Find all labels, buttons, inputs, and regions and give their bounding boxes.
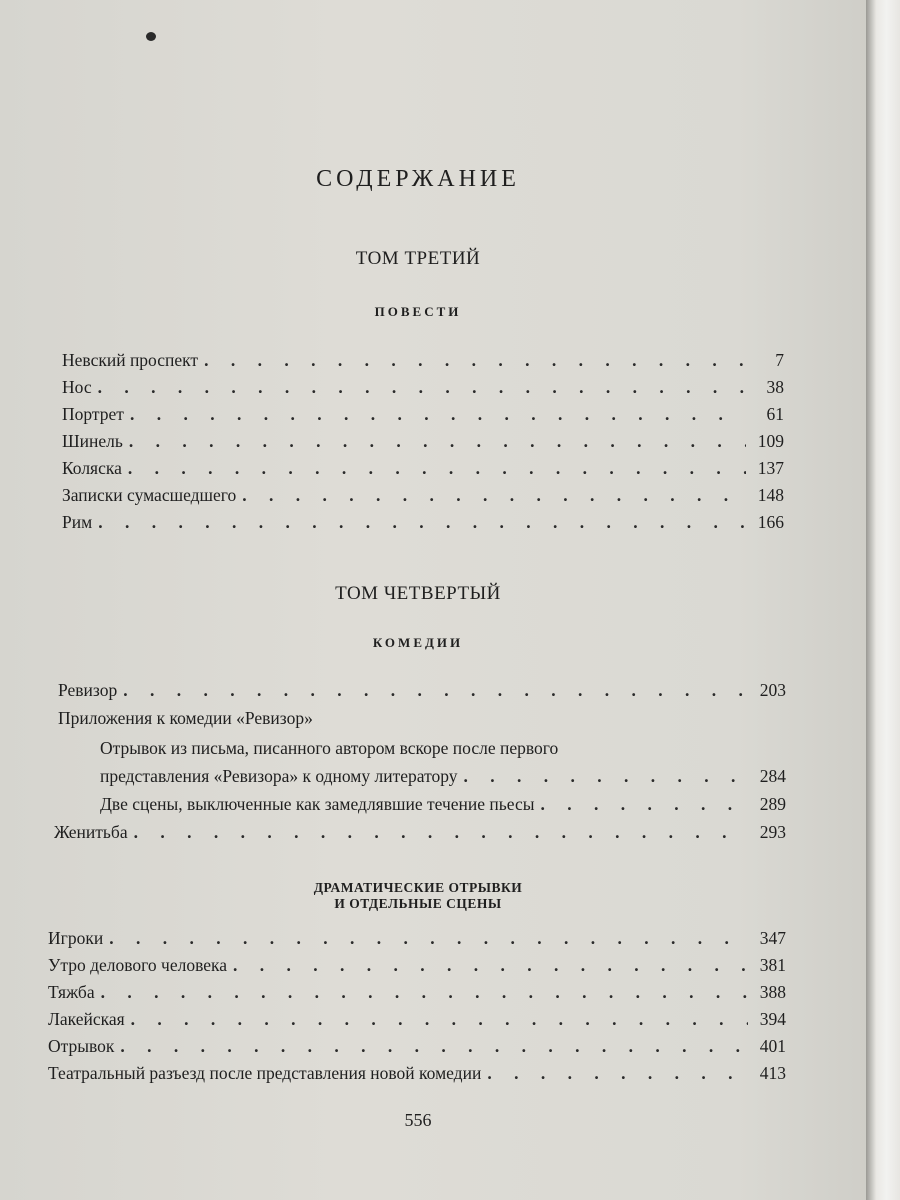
leader-dots: [540, 794, 748, 815]
leader-dots: [129, 431, 746, 452]
toc-entry: [62, 485, 784, 511]
contents-heading: СОДЕРЖАНИЕ: [316, 166, 520, 192]
toc-entry: [62, 512, 784, 538]
leader-dots: [98, 512, 746, 533]
entry-page: 381: [759, 955, 786, 975]
leader-dots: [233, 955, 748, 976]
toc-entry: [48, 1063, 786, 1089]
section-dramatic-line1: ДРАМАТИЧЕСКИЕ ОТРЫВКИ: [313, 880, 523, 895]
entry-title: Женитьба: [54, 822, 128, 842]
entry-title: Нос: [62, 377, 92, 397]
toc-entry: [48, 1036, 786, 1062]
entry-page: 148: [757, 485, 784, 505]
toc-entry: [100, 794, 786, 820]
toc-entry: [48, 1009, 786, 1035]
entry-title: Ревизор: [58, 680, 118, 700]
entry-page: 166: [757, 512, 784, 532]
volume-3-title: ТОМ ТРЕТИЙ: [355, 248, 481, 269]
entry-title: Театральный разъезд после представления новой комедии: [48, 1063, 482, 1083]
leader-dots: [109, 928, 748, 949]
entry-title: Отрывок: [48, 1036, 115, 1056]
entry-title: Шинель: [62, 431, 123, 451]
toc-entry: [48, 928, 786, 954]
section-dramatic-line2: И ОТДЕЛЬНЫЕ СЦЕНЫ: [334, 896, 502, 911]
entry-page: 137: [757, 458, 784, 478]
entry-page: 413: [759, 1063, 786, 1083]
entry-page: 38: [766, 377, 784, 397]
entry-title: Рим: [62, 512, 93, 532]
entry-title: Записки сумасшедшего: [62, 485, 237, 505]
entry-page: 203: [759, 680, 786, 700]
leader-dots: [101, 982, 748, 1003]
entry-page: 293: [759, 822, 786, 842]
entry-page: 347: [759, 928, 786, 948]
leader-dots: [464, 766, 748, 787]
toc-entry: [48, 982, 786, 1008]
page-edge: [866, 0, 900, 1200]
entry-title: Игроки: [48, 928, 104, 948]
leader-dots: [123, 680, 748, 701]
leader-dots: [242, 485, 746, 506]
ink-spot: [146, 32, 156, 41]
entry-page: 61: [766, 404, 784, 424]
section-komedii: КОМЕДИИ: [372, 635, 464, 650]
entry-page: 388: [759, 982, 786, 1002]
entry-page: 401: [759, 1036, 786, 1056]
entry-page: 109: [757, 431, 784, 451]
leader-dots: [131, 1009, 748, 1030]
leader-dots: [98, 377, 746, 398]
entry-page: 394: [759, 1009, 786, 1029]
leader-dots: [128, 458, 746, 479]
section-povesti: ПОВЕСТИ: [374, 304, 462, 319]
entry-page: 289: [759, 794, 786, 814]
leader-dots: [130, 404, 746, 425]
entry-title: Лакейская: [48, 1009, 125, 1029]
entry-title: Портрет: [62, 404, 124, 424]
leader-dots: [120, 1036, 748, 1057]
entry-title: Коляска: [62, 458, 122, 478]
toc-entry: [58, 680, 786, 706]
appendix-title: Приложения к комедии «Ревизор»: [58, 708, 313, 728]
toc-entry: [62, 431, 784, 457]
toc-entry: [48, 955, 786, 981]
entry-title: Невский проспект: [62, 350, 199, 370]
toc-entry: [62, 458, 784, 484]
volume-4-title: ТОМ ЧЕТВЕРТЫЙ: [335, 583, 501, 604]
page-number: 556: [404, 1110, 432, 1130]
entry-title: представления «Ревизора» к одному литератору: [100, 766, 458, 786]
entry-page: 7: [775, 350, 784, 370]
toc-entry: [100, 766, 786, 792]
appendix-item-line: Отрывок из письма, писанного автором вскоре после первого: [100, 738, 559, 758]
toc-entry: [62, 377, 784, 403]
leader-dots: [134, 822, 748, 843]
toc-entry: [62, 404, 784, 430]
entry-title: Две сцены, выключенные как замедлявшие течение пьесы: [100, 794, 535, 814]
leader-dots: [204, 350, 746, 371]
entry-page: 284: [759, 766, 786, 786]
toc-entry: [62, 350, 784, 376]
toc-entry: [54, 822, 786, 848]
entry-title: Тяжба: [48, 982, 95, 1002]
leader-dots: [487, 1063, 748, 1084]
entry-title: Утро делового человека: [48, 955, 228, 975]
